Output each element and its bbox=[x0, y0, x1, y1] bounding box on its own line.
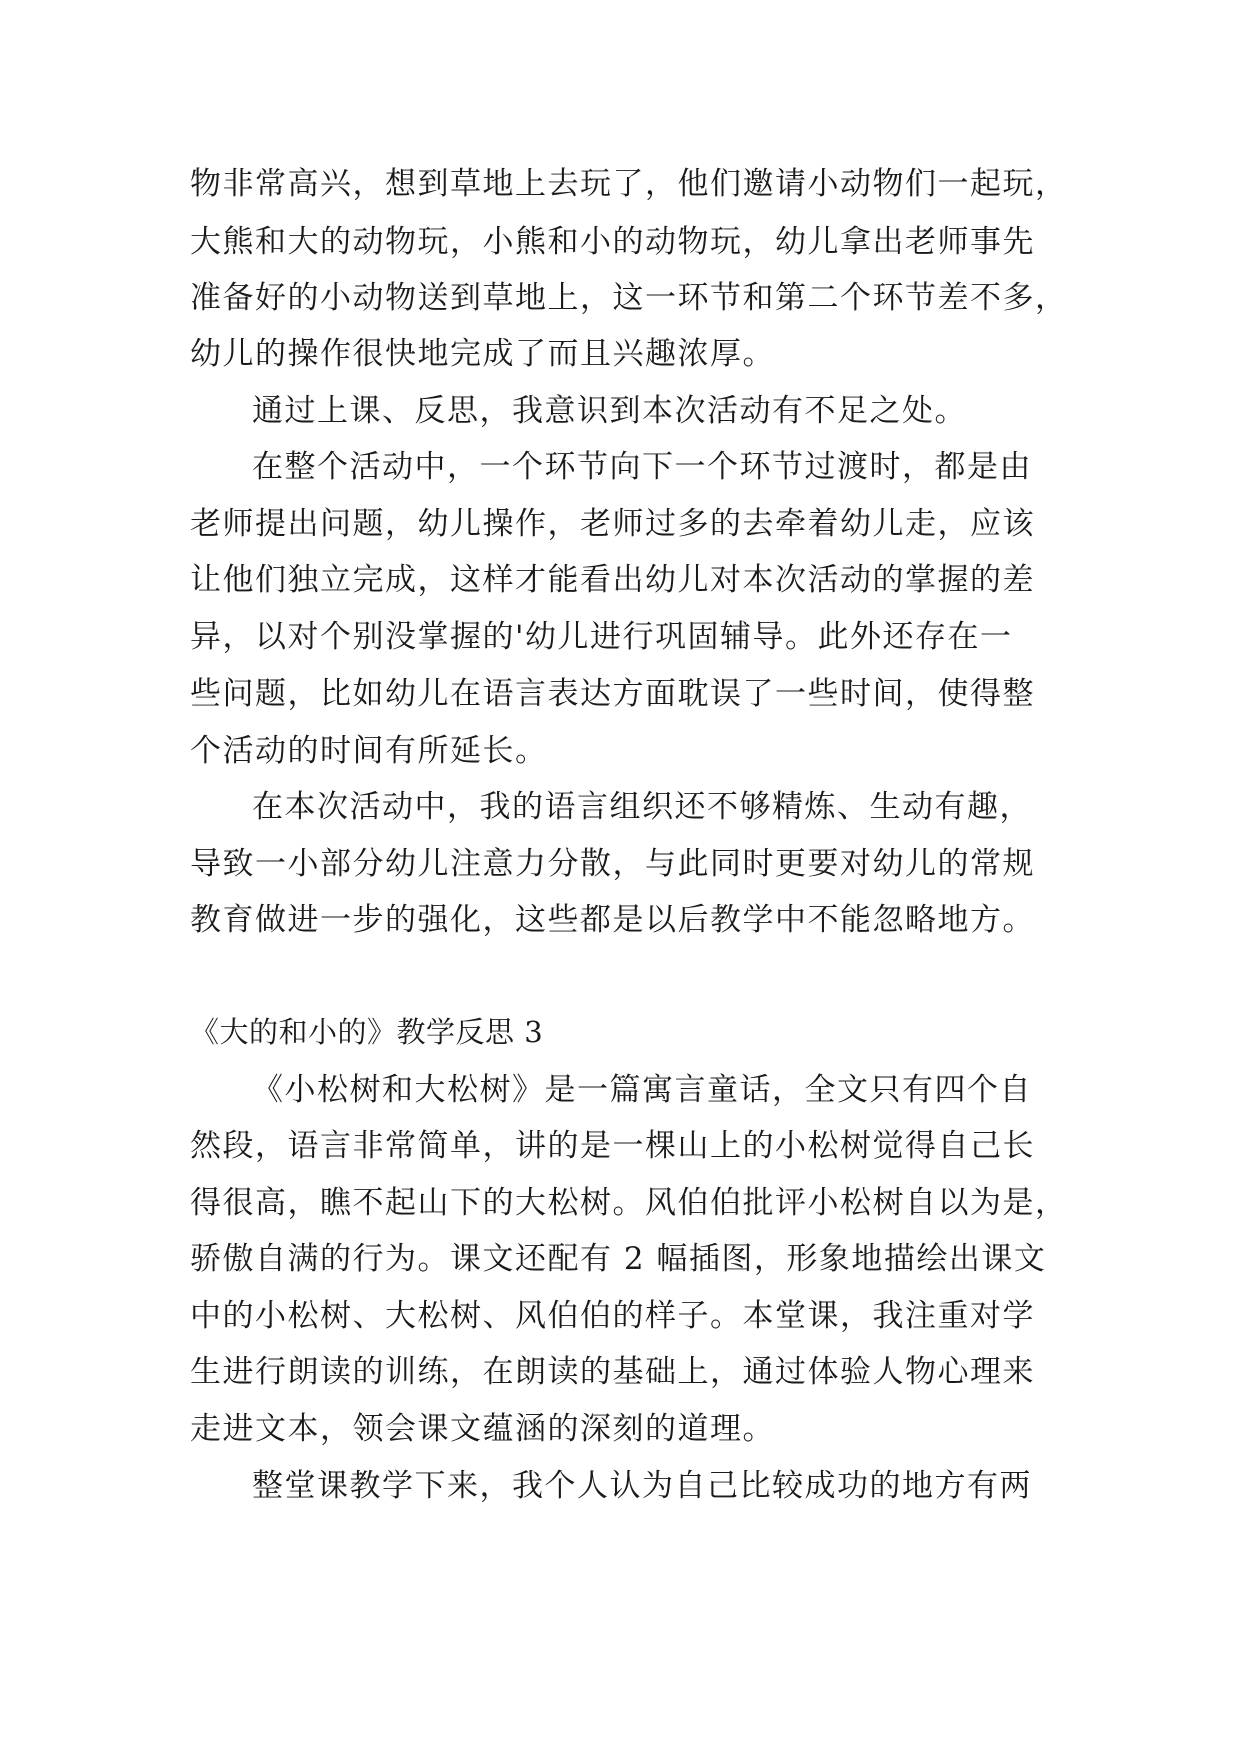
paragraph-first-line: 在整个活动中，一个环节向下一个环节过渡时，都是由 bbox=[252, 449, 1032, 485]
paragraph-line: 得很高，瞧不起山下的大松树。风伯伯批评小松树自以为是， bbox=[190, 1185, 1068, 1221]
paragraph-line: 导致一小部分幼儿注意力分散，与此同时更要对幼儿的常规 bbox=[190, 846, 1035, 882]
paragraph-line: 骄傲自满的行为。课文还配有 2 幅插图，形象地描绘出课文 bbox=[190, 1241, 1047, 1277]
paragraph-first-line: 《小松树和大松树》是一篇寓言童话，全文只有四个自 bbox=[252, 1072, 1032, 1108]
paragraph-first-line: 在本次活动中，我的语言组织还不够精炼、生动有趣， bbox=[252, 789, 1032, 825]
paragraph-line: 生进行朗读的训练，在朗读的基础上，通过体验人物心理来 bbox=[190, 1354, 1035, 1390]
paragraph-line: 异，以对个别没掌握的'幼儿进行巩固辅导。此外还存在一 bbox=[190, 619, 1013, 655]
paragraph-line: 准备好的小动物送到草地上，这一环节和第二个环节差不多， bbox=[190, 280, 1068, 316]
paragraph-line: 让他们独立完成，这样才能看出幼儿对本次活动的掌握的差 bbox=[190, 562, 1035, 598]
paragraph-line: 教育做进一步的强化，这些都是以后教学中不能忽略地方。 bbox=[190, 902, 1035, 938]
paragraph-line: 然段，语言非常简单，讲的是一棵山上的小松树觉得自己长 bbox=[190, 1128, 1035, 1164]
paragraph-first-line: 整堂课教学下来，我个人认为自己比较成功的地方有两 bbox=[252, 1468, 1032, 1504]
paragraph-line: 些问题，比如幼儿在语言表达方面耽误了一些时间，使得整 bbox=[190, 676, 1035, 712]
paragraph-first-line: 通过上课、反思，我意识到本次活动有不足之处。 bbox=[252, 393, 967, 429]
paragraph-line: 中的小松树、大松树、风伯伯的样子。本堂课，我注重对学 bbox=[190, 1298, 1035, 1334]
paragraph-line: 大熊和大的动物玩，小熊和小的动物玩，幼儿拿出老师事先 bbox=[190, 224, 1035, 260]
section-heading: 《大的和小的》教学反思 3 bbox=[190, 1015, 544, 1049]
paragraph-line: 老师提出问题，幼儿操作，老师过多的去牵着幼儿走，应该 bbox=[190, 506, 1035, 542]
paragraph-line: 走进文本，领会课文蕴涵的深刻的道理。 bbox=[190, 1411, 775, 1447]
paragraph-line: 物非常高兴，想到草地上去玩了，他们邀请小动物们一起玩， bbox=[190, 166, 1068, 202]
paragraph-line: 幼儿的操作很快地完成了而且兴趣浓厚。 bbox=[190, 336, 775, 372]
paragraph-line: 个活动的时间有所延长。 bbox=[190, 733, 548, 769]
